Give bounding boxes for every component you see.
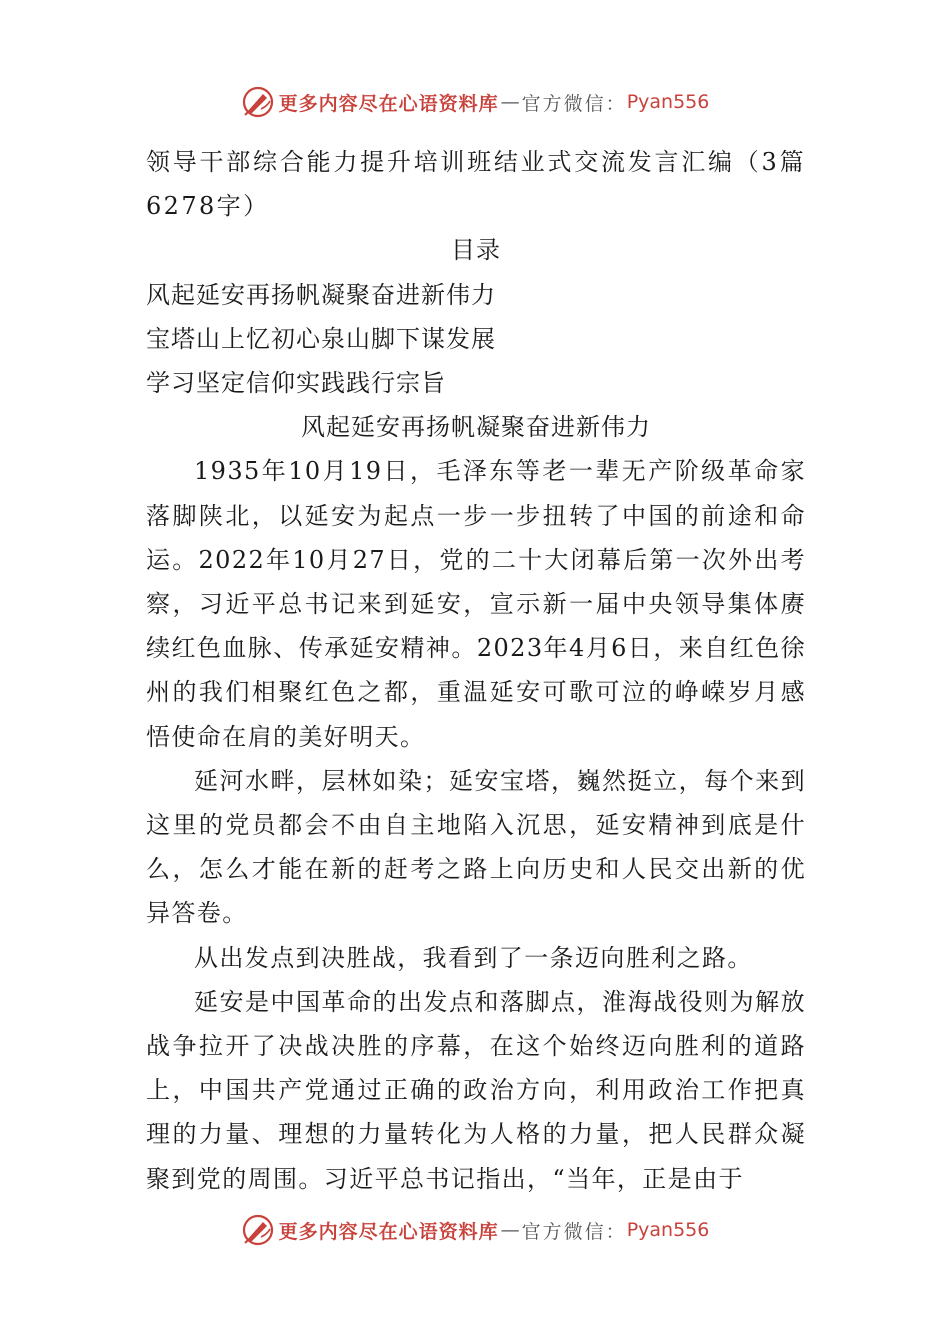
watermark-separator: — [500, 91, 520, 113]
watermark-banner-bottom [0, 1210, 950, 1250]
body-paragraph: 1935年10月19日，毛泽东等老一辈无产阶级革命家落脚陕北，以延安为起点一步一步扭转了中国的前途和命运。2022年10月27日，党的二十大闭幕后第一次外出考察，习近平总书记来到延安，宣示新一届中央领导集体赓续红色血脉、传承延安精神。2023年4月6日，来自红色徐州的我们相聚红色之都，重温延安可歌可泣的峥嵘岁月感悟使命在肩的美好明天。 [146, 457, 806, 751]
watermark-banner-top [0, 82, 950, 122]
pen-logo-icon [241, 1213, 275, 1247]
document-title: 领导干部综合能力提升培训班结业式交流发言汇编（3篇6278字） [146, 148, 806, 221]
watermark-separator: — [500, 1219, 520, 1241]
section-title: 风起延安再扬帆凝聚奋进新伟力 [301, 413, 651, 442]
toc-item: 风起延安再扬帆凝聚奋进新伟力 [146, 280, 496, 309]
document-body [146, 140, 806, 1201]
watermark-wechat-label: 官方微信： [521, 92, 627, 115]
watermark-wechat-id: Pyan556 [626, 1219, 710, 1241]
toc-heading: 目录 [451, 236, 501, 265]
watermark-wechat-label: 官方微信： [521, 1220, 627, 1243]
body-paragraph: 延河水畔，层林如染；延安宝塔，巍然挺立，每个来到这里的党员都会不由自主地陷入沉思，延安精神到底是什么，怎么才能在新的赶考之路上向历史和人民交出新的优异答卷。 [146, 766, 806, 928]
watermark-text: 更多内容尽在心语资料库 [278, 1220, 499, 1243]
watermark-wechat-id: Pyan556 [626, 91, 710, 113]
table-of-contents [146, 273, 806, 406]
watermark-text: 更多内容尽在心语资料库 [278, 92, 499, 115]
body-paragraph: 延安是中国革命的出发点和落脚点，淮海战役则为解放战争拉开了决战决胜的序幕，在这个始终迈向胜利的道路上，中国共产党通过正确的政治方向，利用政治工作把真理的力量、理想的力量转化为人格的力量，把人民群众凝聚到党的周围。习近平总书记指出，“当年，正是由于 [146, 987, 806, 1193]
toc-item: 宝塔山上忆初心泉山脚下谋发展 [146, 324, 496, 353]
toc-item: 学习坚定信仰实践践行宗旨 [146, 369, 446, 398]
pen-logo-icon [241, 85, 275, 119]
body-paragraph: 从出发点到决胜战，我看到了一条迈向胜利之路。 [194, 943, 753, 972]
